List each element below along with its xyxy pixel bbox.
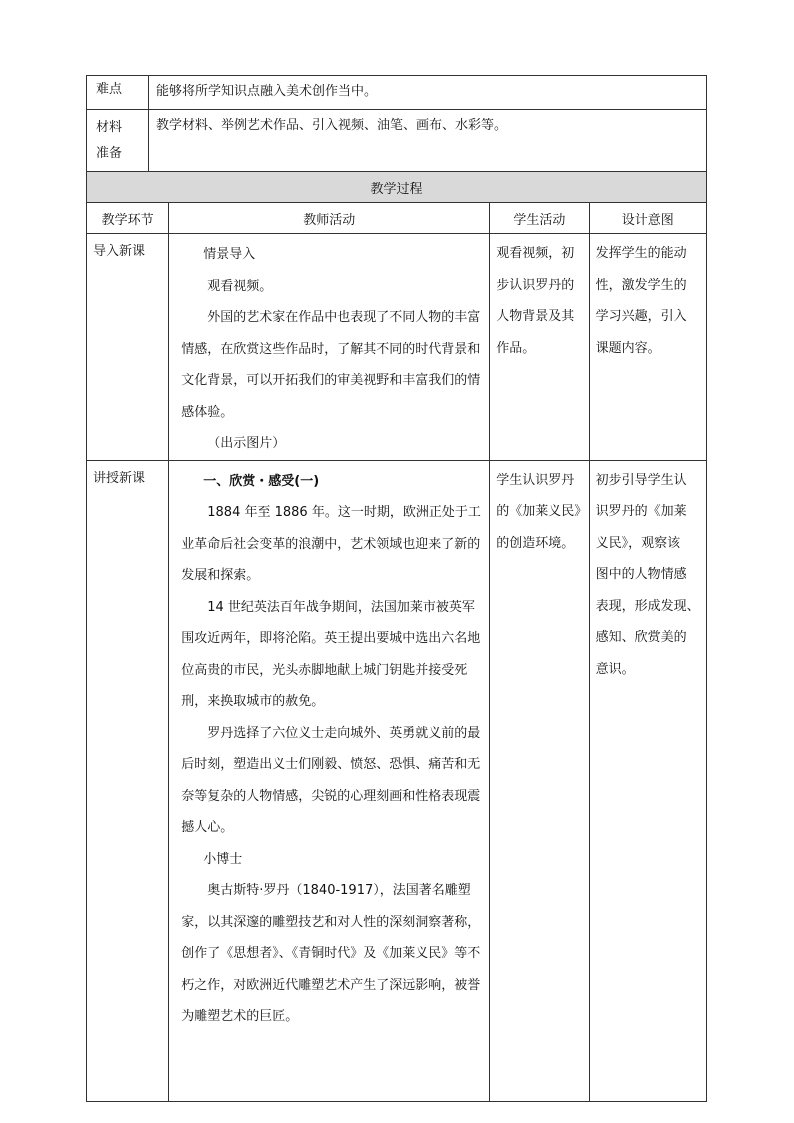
header-row: [87, 203, 707, 234]
paragraph: 1884 年至 1886 年。这一时期，欧洲正处于工业革命后社会变革的浪潮中，艺术领域也迎来了新的发展和探索。: [181, 505, 481, 583]
table-row: [87, 234, 707, 461]
table-row: [87, 460, 707, 1101]
difficulty-text: 能够将所学知识点融入美术创作当中。: [149, 76, 707, 110]
materials-row: [87, 110, 707, 177]
student-line: 人物背景及其: [496, 309, 575, 324]
materials-label-line1: 材料: [96, 120, 123, 135]
paragraph: （出示图片）: [207, 436, 286, 451]
student-line: 观看视频，初: [496, 246, 575, 261]
header-teacher: 教师活动: [169, 203, 490, 234]
student-line: 步认识罗丹的: [496, 277, 575, 293]
intent-line: 义民》，观察该: [595, 535, 681, 551]
student-line: 学生认识罗丹: [496, 472, 575, 488]
design-intent-cell: [589, 460, 706, 1101]
student-line: 的创造环境。: [496, 535, 575, 551]
subheading: 小博士: [203, 851, 243, 867]
intent-line: 发挥学生的能动: [595, 246, 687, 261]
teacher-activity-cell: [169, 234, 490, 461]
section-heading: 情景导入: [203, 247, 256, 262]
materials-label-line2: 准备: [96, 146, 123, 161]
header-stage: 教学环节: [87, 203, 169, 234]
paragraph: 观看视频。: [207, 278, 273, 294]
section-heading: 一、欣赏・感受(一): [203, 473, 320, 489]
teacher-activity-cell: [169, 460, 490, 1101]
intent-line: 意识。: [595, 661, 635, 677]
student-activity-cell: [490, 460, 589, 1101]
intent-line: 表现，形成发现、: [595, 598, 700, 614]
student-activity-cell: [490, 234, 589, 461]
student-line: 作品。: [496, 340, 536, 356]
intent-line: 性，激发学生的: [595, 277, 687, 293]
materials-text: 教学材料、举例艺术作品、引入视频、油笔、画布、水彩等。: [149, 110, 707, 177]
header-student: 学生活动: [490, 203, 589, 234]
paragraph: 14 世纪英法百年战争期间，法国加莱市被英军围攻近两年，即将沦陷。英王提出要城中选出六名地位高贵的市民，光头赤脚地献上城门钥匙并接受死刑，来换取城市的赦免。: [181, 599, 481, 709]
paragraph: 罗丹选择了六位义士走向城外、英勇就义前的最后时刻，塑造出义士们刚毅、愤怒、恐惧、痛苦和无奈等复杂的人物情感，尖锐的心理刻画和性格表现震撼人心。: [181, 725, 481, 835]
info-table: [86, 75, 707, 177]
materials-label: [87, 110, 149, 177]
design-intent-cell: [589, 234, 706, 461]
process-title: 教学过程: [87, 172, 707, 203]
stage-cell: 导入新课: [87, 234, 169, 461]
difficulty-row: [87, 76, 707, 110]
header-intent: 设计意图: [589, 203, 706, 234]
intent-line: 课题内容。: [595, 340, 661, 356]
intent-line: 感知、欣赏美的: [595, 630, 687, 645]
paragraph: 外国的艺术家在作品中也表现了不同人物的丰富情感，在欣赏这些作品时，了解其不同的时代背景和文化背景，可以开拓我们的审美视野和丰富我们的情感体验。: [181, 310, 481, 420]
student-line: 的《加莱义民》: [496, 504, 588, 519]
stage-cell: 讲授新课: [87, 460, 169, 1101]
process-table: [86, 171, 707, 1102]
intent-line: 学习兴趣，引入: [595, 309, 687, 324]
intent-line: 识罗丹的《加莱: [595, 504, 687, 519]
difficulty-label: 难点: [87, 76, 149, 110]
intent-line: 图中的人物情感: [595, 567, 687, 582]
intent-line: 初步引导学生认: [595, 472, 687, 488]
process-title-row: [87, 172, 707, 203]
paragraph: 奥古斯特·罗丹（1840-1917），法国著名雕塑家，以其深邃的雕塑技艺和对人性的深刻洞察著称，创作了《思想者》、《青铜时代》及《加莱义民》等不朽之作，对欧洲近代雕塑艺术产生了深远影响，被誉为雕塑艺术的巨匠。: [181, 883, 481, 1024]
